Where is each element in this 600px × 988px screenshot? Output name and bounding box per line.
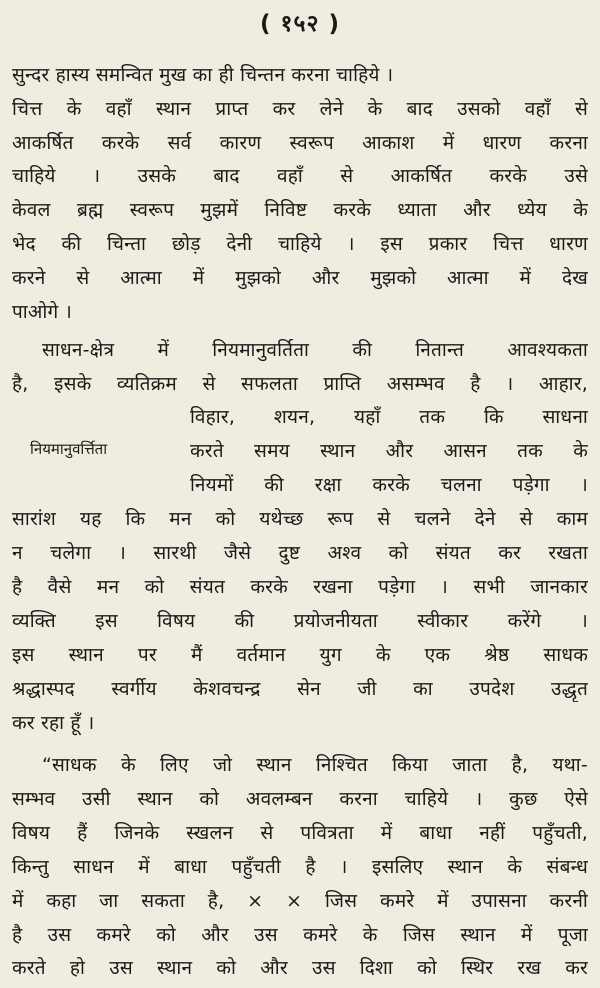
- text-line: चाहिये । उसके बाद वहाँ से आकर्षित करके उसे: [12, 165, 588, 187]
- text-line: “साधक के लिए जो स्थान निश्चित किया जाता है, यथा-: [42, 754, 588, 776]
- text-line: नियमों की रक्षा करके चलना पड़ेगा ।: [190, 474, 588, 496]
- text-line: किन्तु साधन में बाधा पहुँचती है । इसलिए स्थान के संबन्ध: [12, 856, 588, 878]
- text-line: श्रद्धास्पद स्वर्गीय केशवचन्द्र सेन जी का उपदेश उद्धृत: [12, 678, 588, 700]
- text-line: चित्त के वहाँ स्थान प्राप्त कर लेने के बाद उसको वहाँ से: [12, 98, 588, 120]
- text-line: करते हो उस स्थान को और उस दिशा को स्थिर रख कर: [12, 957, 588, 979]
- text-line: विहार, शयन, यहाँ तक कि साधना: [190, 406, 588, 428]
- text-line: है वैसे मन को संयत करके रखना पड़ेगा । सभी जानकार: [12, 576, 588, 598]
- text-line: सारांश यह कि मन को यथेच्छ रूप से चलने देने से काम: [12, 508, 588, 530]
- text-line: न चलेगा । सारथी जैसे दुष्ट अश्व को संयत कर रखता: [12, 542, 588, 564]
- text-line: पाओगे ।: [12, 301, 73, 323]
- text-line: है उस कमरे को और उस कमरे के जिस स्थान में पूजा: [12, 924, 588, 946]
- page-number: ( १५२ ): [260, 11, 340, 37]
- text-line: भेद की चिन्ता छोड़ देनी चाहिये । इस प्रकार चित्त धारण: [12, 233, 588, 255]
- text-line: साधन-क्षेत्र में नियमानुवर्तिता की नितान्त आवश्यकता: [42, 339, 588, 361]
- text-line: करते समय स्थान और आसन तक के: [190, 440, 588, 462]
- text-line: व्यक्ति इस विषय की प्रयोजनीयता स्वीकार करेंगे ।: [12, 610, 588, 632]
- text-line: है, इसके व्यतिक्रम से सफलता प्राप्ति असम्भव है । आहार,: [12, 373, 588, 395]
- text-line: आकर्षित करके सर्व कारण स्वरूप आकाश में धारण करना: [12, 132, 588, 154]
- text-line: में कहा जा सकता है, × × जिस कमरे में उपासना करनी: [12, 890, 588, 912]
- text-line: सम्भव उसी स्थान को अवलम्बन करना चाहिये । कुछ ऐसे: [12, 788, 588, 810]
- text-line: कर रहा हूँ ।: [12, 712, 95, 734]
- text-line: सुन्दर हास्य समन्वित मुख का ही चिन्तन करना चाहिये ।: [12, 64, 394, 86]
- text-line: विषय हैं जिनके स्खलन से पवित्रता में बाधा नहीं पहुँचती,: [12, 822, 588, 844]
- text-line: केवल ब्रह्म स्वरूप मुझमें निविष्ट करके ध्याता और ध्येय के: [12, 199, 588, 221]
- text-line: करने से आत्मा में मुझको और मुझको आत्मा में देख: [12, 267, 588, 289]
- text-line: इस स्थान पर मैं वर्तमान युग के एक श्रेष्ठ साधक: [12, 644, 588, 666]
- margin-note: नियमानुवर्त्तिता: [30, 440, 108, 458]
